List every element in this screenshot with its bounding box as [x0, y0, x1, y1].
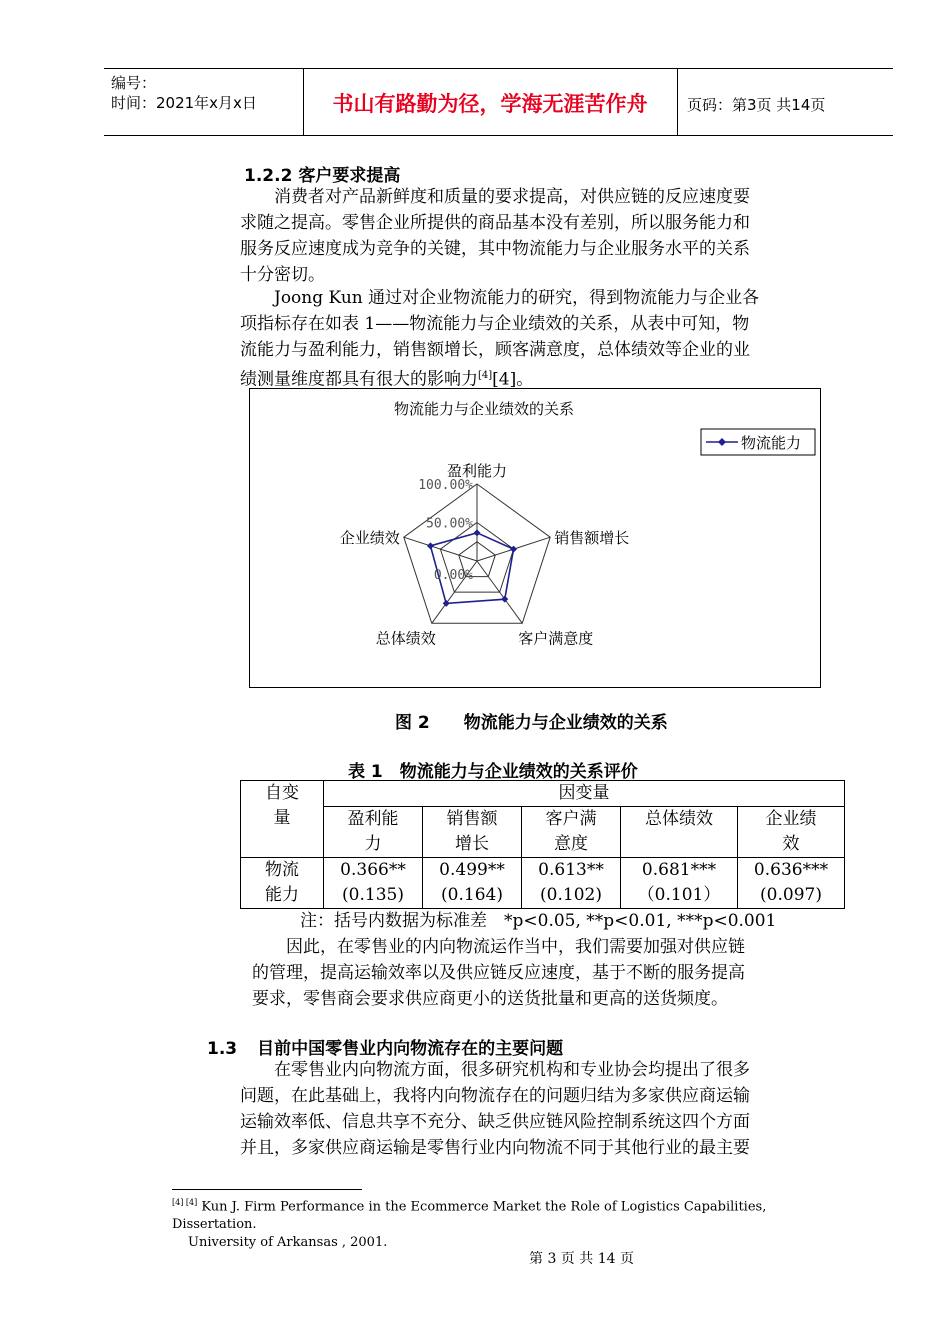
paragraph-joong-kun — [240, 285, 840, 393]
cell-line: 力 — [364, 834, 382, 854]
column-header — [738, 807, 845, 858]
cell-line: 总体绩效 — [645, 809, 713, 829]
table-subheader-row — [241, 807, 845, 858]
column-header — [423, 807, 522, 858]
footnote-rule — [172, 1189, 362, 1190]
radar-tick-label: 0.00% — [433, 568, 473, 583]
text-line: 在零售业内向物流方面，很多研究机构和专业协会均提出了很多 — [240, 1060, 750, 1080]
header-divider-2 — [677, 68, 678, 135]
section-title: 目前中国零售业内向物流存在的主要问题 — [257, 1039, 564, 1059]
header-motto: 书山有路勤为径，学海无涯苦作舟 — [332, 92, 648, 116]
footnote-text: Kun J. Firm Performance in the Ecommerce Market the Role of Logistics Capabilities, Dissertation. — [172, 1199, 767, 1233]
radar-data-point — [443, 600, 450, 607]
text-line: 的管理，提高运输效率以及供应链反应速度，基于不断的服务提高 — [252, 963, 745, 983]
text-line: 流能力与盈利能力，销售额增长，顾客满意度，总体绩效等企业的业 — [240, 340, 750, 360]
paragraph-conclusion — [252, 934, 842, 1012]
radar-axis-label: 销售额增长 — [554, 529, 630, 548]
radar-chart-frame — [249, 388, 821, 688]
header-top-rule — [104, 68, 893, 69]
text-line: 消费者对产品新鲜度和质量的要求提高，对供应链的反应速度要 — [240, 187, 750, 207]
value-cell — [423, 858, 522, 909]
paragraph-customer-requirements — [240, 184, 840, 288]
cell-line: 能力 — [265, 885, 299, 905]
header-number-label: 编号： — [111, 74, 157, 92]
footnote-marks: [4] [4] — [172, 1198, 198, 1207]
cell-line: 企业绩 — [765, 809, 817, 829]
text-line: 求随之提高。零售企业所提供的商品基本没有差别，所以服务能力和 — [240, 213, 750, 233]
coefficient: 0.499** — [439, 860, 505, 880]
text-line: 并且，多家供应商运输是零售行业内向物流不同于其他行业的最主要 — [240, 1138, 750, 1158]
row-label-cell — [241, 858, 324, 909]
radar-axis-label: 客户满意度 — [518, 629, 594, 648]
header-page-label: 页码：第3页 共14页 — [687, 96, 826, 114]
radar-axis-line — [404, 537, 477, 561]
text-line: 运输效率低、信息共享不充分、缺乏供应链风险控制系统这四个方面 — [240, 1112, 750, 1132]
chart-title: 物流能力与企业绩效的关系 — [393, 400, 575, 418]
dv-header-cell: 因变量 — [324, 781, 845, 807]
value-cell — [738, 858, 845, 909]
value-cell — [621, 858, 738, 909]
cell-line: 量 — [273, 808, 291, 828]
text-line: 项指标存在如表 1——物流能力与企业绩效的关系，从表中可知，物 — [240, 314, 750, 334]
radar-axis-label: 企业绩效 — [339, 529, 400, 548]
table-caption: 表 1 物流能力与企业绩效的关系评价 — [348, 762, 638, 782]
column-header — [324, 807, 423, 858]
table-header-row — [241, 781, 845, 807]
legend-series-name: 物流能力 — [741, 434, 802, 452]
cell-line: 销售额 — [446, 809, 498, 829]
cell-line: 效 — [782, 834, 800, 854]
table-note: 注：括号内数据为标准差 *p<0.05, **p<0.01, ***p<0.001 — [300, 911, 777, 931]
footnote — [172, 1194, 832, 1252]
std-error: (0.135) — [342, 885, 404, 905]
figure-caption: 图 2 物流能力与企业绩效的关系 — [395, 713, 668, 733]
iv-header-cell — [241, 781, 324, 858]
cell-line: 增长 — [455, 834, 489, 854]
radar-tick-label: 50.00% — [426, 516, 473, 532]
cell-line: 物流 — [265, 860, 299, 880]
cell-line: 意度 — [554, 834, 588, 854]
section-heading-1-2-2: 1.2.2 客户要求提高 — [244, 166, 401, 186]
text-line: 要求，零售商会要求供应商更小的送货批量和更高的送货频度。 — [252, 989, 728, 1009]
paragraph-section-1-3 — [240, 1057, 840, 1161]
radar-tick-label: 100.00% — [418, 478, 473, 493]
page-footer: 第 3 页 共 14 页 — [529, 1251, 634, 1267]
std-error: (0.102) — [540, 885, 602, 905]
footnote-line — [172, 1194, 832, 1234]
std-error: (0.097) — [760, 885, 822, 905]
text-line: 十分密切。 — [240, 265, 325, 285]
radar-data-point — [501, 596, 508, 603]
text-segment: 绩测量维度都具有很大的影响力 — [240, 369, 478, 390]
radar-chart — [250, 389, 820, 687]
radar-data-point — [474, 529, 481, 536]
cell-line: 自变 — [265, 783, 299, 803]
coefficient: 0.613** — [538, 860, 604, 880]
std-error: （0.101） — [637, 885, 721, 905]
value-cell — [522, 858, 621, 909]
coefficient: 0.636*** — [753, 860, 829, 880]
header-time-label: 时间：2021年x月x日 — [111, 94, 257, 112]
radar-axis-label: 总体绩效 — [375, 629, 436, 648]
coefficient: 0.681*** — [641, 860, 717, 880]
footnote-line: University of Arkansas , 2001. — [188, 1235, 388, 1251]
radar-data-point — [427, 542, 434, 549]
cell-line: 盈利能 — [347, 809, 399, 829]
text-line: Joong Kun 通过对企业物流能力的研究，得到物流能力与企业各 — [240, 288, 760, 308]
text-line: 因此，在零售业的内向物流运作当中，我们需要加强对供应链 — [252, 937, 745, 957]
citation-superscript: [4] — [478, 370, 493, 381]
section-number: 1.3 — [207, 1039, 238, 1059]
relationship-table — [240, 780, 845, 909]
column-header — [522, 807, 621, 858]
citation-reference: [4]。 — [492, 369, 534, 390]
section-heading-1-3 — [207, 1034, 563, 1059]
chart-legend — [701, 429, 815, 455]
radar-axis-label: 盈利能力 — [446, 462, 508, 480]
header-bottom-rule — [104, 135, 893, 136]
std-error: (0.164) — [441, 885, 503, 905]
table-row — [241, 858, 845, 909]
value-cell — [324, 858, 423, 909]
text-line: 问题，在此基础上，我将内向物流存在的问题归结为多家供应商运输 — [240, 1086, 750, 1106]
coefficient: 0.366** — [340, 860, 406, 880]
column-header — [621, 807, 738, 858]
text-line: 服务反应速度成为竞争的关键，其中物流能力与企业服务水平的关系 — [240, 239, 750, 259]
cell-line: 客户满 — [545, 809, 597, 829]
